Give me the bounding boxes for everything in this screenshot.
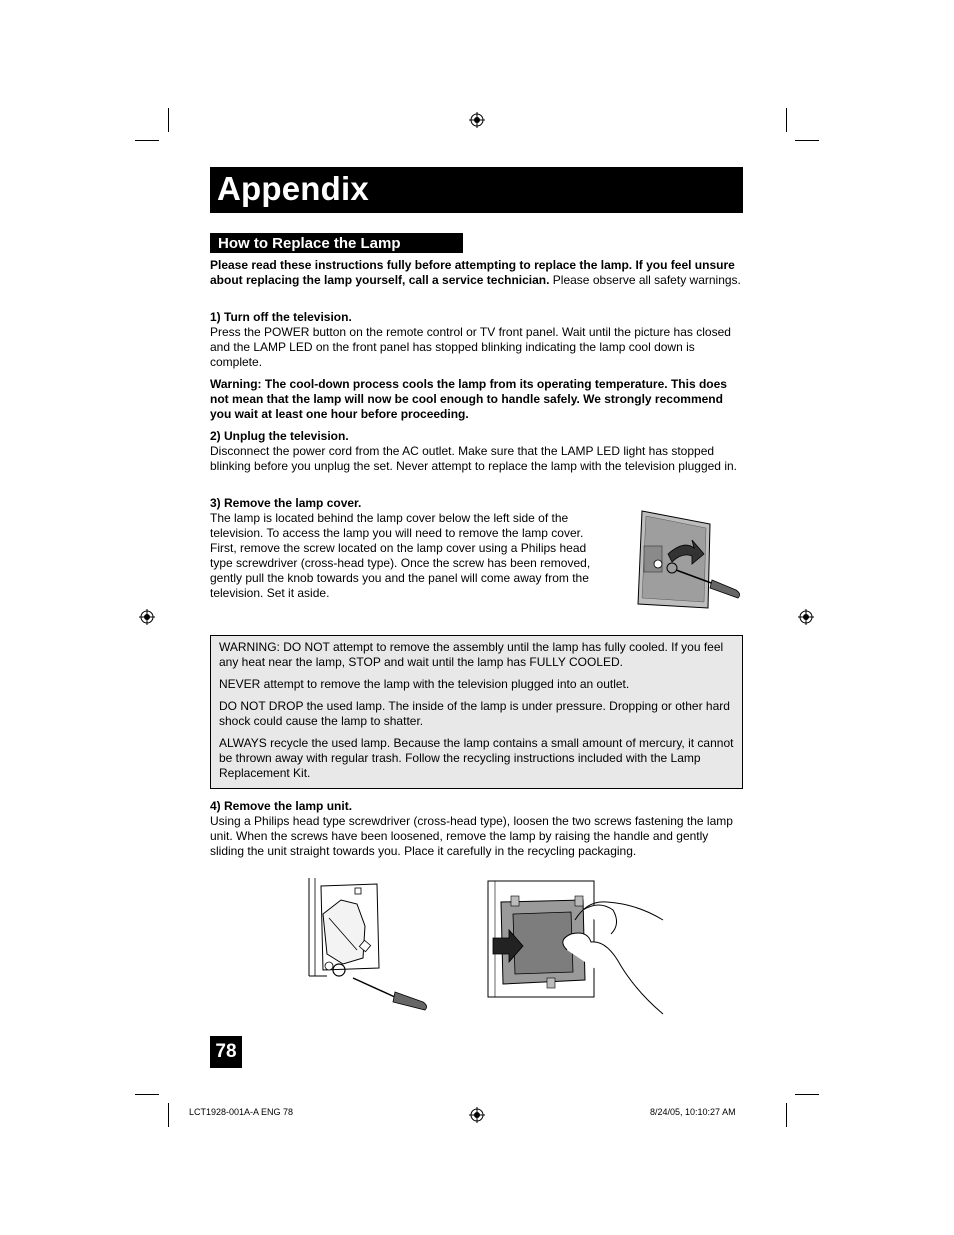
lamp-removal-illustration bbox=[487, 880, 665, 1018]
registration-mark-icon bbox=[469, 1107, 485, 1123]
step-body: Press the POWER button on the remote control or TV front panel. Wait until the picture has closed and the LAMP LED on the front panel has stopped blinking indicating the lamp cool down is complete. bbox=[210, 325, 731, 369]
section-heading-bar bbox=[210, 233, 463, 253]
section-heading: How to Replace the Lamp bbox=[218, 235, 401, 252]
warning-item: WARNING: DO NOT attempt to remove the assembly until the lamp has fully cooled. If you feel any heat near the lamp, STOP and wait until the lamp has FULLY COOLED. bbox=[219, 640, 724, 669]
warning-item: ALWAYS recycle the used lamp. Because the lamp contains a small amount of mercury, it cannot be thrown away with regular trash. Follow the recycling instructions included with the Lamp Replacement Kit. bbox=[219, 736, 734, 780]
page-number: 78 bbox=[210, 1036, 242, 1068]
step-heading: 3) Remove the lamp cover. bbox=[210, 496, 362, 510]
step-heading: 4) Remove the lamp unit. bbox=[210, 799, 353, 813]
crop-mark bbox=[786, 1103, 787, 1127]
step-body: The lamp is located behind the lamp cover below the left side of the television. To access the lamp you will need to remove the lamp cover. First, remove the screw located on the lamp cover using a Philips head type screwdriver (cross-head type). Once the screw has been removed, gently pull the knob towards you and the panel will come away from the television. Set it aside. bbox=[210, 511, 591, 600]
registration-mark-icon bbox=[469, 112, 485, 128]
registration-mark-icon bbox=[139, 609, 155, 625]
footer-left: LCT1928-001A-A ENG 78 bbox=[189, 1107, 294, 1117]
crop-mark bbox=[795, 1094, 819, 1095]
step-heading: 2) Unplug the television. bbox=[210, 429, 349, 443]
intro-bold-text: Please read these instructions fully before attempting to replace the lamp. If you feel unsure about replacing the lamp yourself, call a service technician. bbox=[210, 258, 735, 287]
lamp-cover-illustration bbox=[632, 508, 744, 610]
warning-item: DO NOT DROP the used lamp. The inside of the lamp is under pressure. Dropping or other hard shock could cause the lamp to shatter. bbox=[219, 699, 730, 728]
warning-box bbox=[210, 635, 743, 789]
crop-mark bbox=[168, 1103, 169, 1127]
warning-item: NEVER attempt to remove the lamp with the television plugged into an outlet. bbox=[219, 677, 630, 691]
crop-mark bbox=[135, 1094, 159, 1095]
cooldown-warning: Warning: The cool-down process cools the lamp from its operating temperature. This does not mean that the lamp will now be cool enough to handle safely. We strongly recommend you wait at least one hour before proceeding. bbox=[210, 377, 727, 421]
footer-right: 8/24/05, 10:10:27 AM bbox=[650, 1107, 736, 1117]
page-title: Appendix bbox=[217, 170, 369, 207]
crop-mark bbox=[135, 140, 159, 141]
step-body: Disconnect the power cord from the AC outlet. Make sure that the LAMP LED light has stopped blinking before you unplug the set. Never attempt to replace the lamp with the television plugged in. bbox=[210, 444, 737, 473]
step-heading: 1) Turn off the television. bbox=[210, 310, 352, 324]
crop-mark bbox=[786, 108, 787, 132]
crop-mark bbox=[168, 108, 169, 132]
crop-mark bbox=[795, 140, 819, 141]
registration-mark-icon bbox=[798, 609, 814, 625]
intro-paragraph bbox=[210, 258, 744, 288]
page-title-bar bbox=[210, 167, 743, 213]
step-body: Using a Philips head type screwdriver (cross-head type), loosen the two screws fastening the lamp unit. When the screws have been loosened, remove the lamp by raising the handle and gently sliding the unit straight towards you. Place it carefully in the recycling packaging. bbox=[210, 814, 733, 858]
lamp-screw-illustration bbox=[307, 878, 431, 1014]
intro-normal-text: Please observe all safety warnings. bbox=[549, 273, 741, 287]
